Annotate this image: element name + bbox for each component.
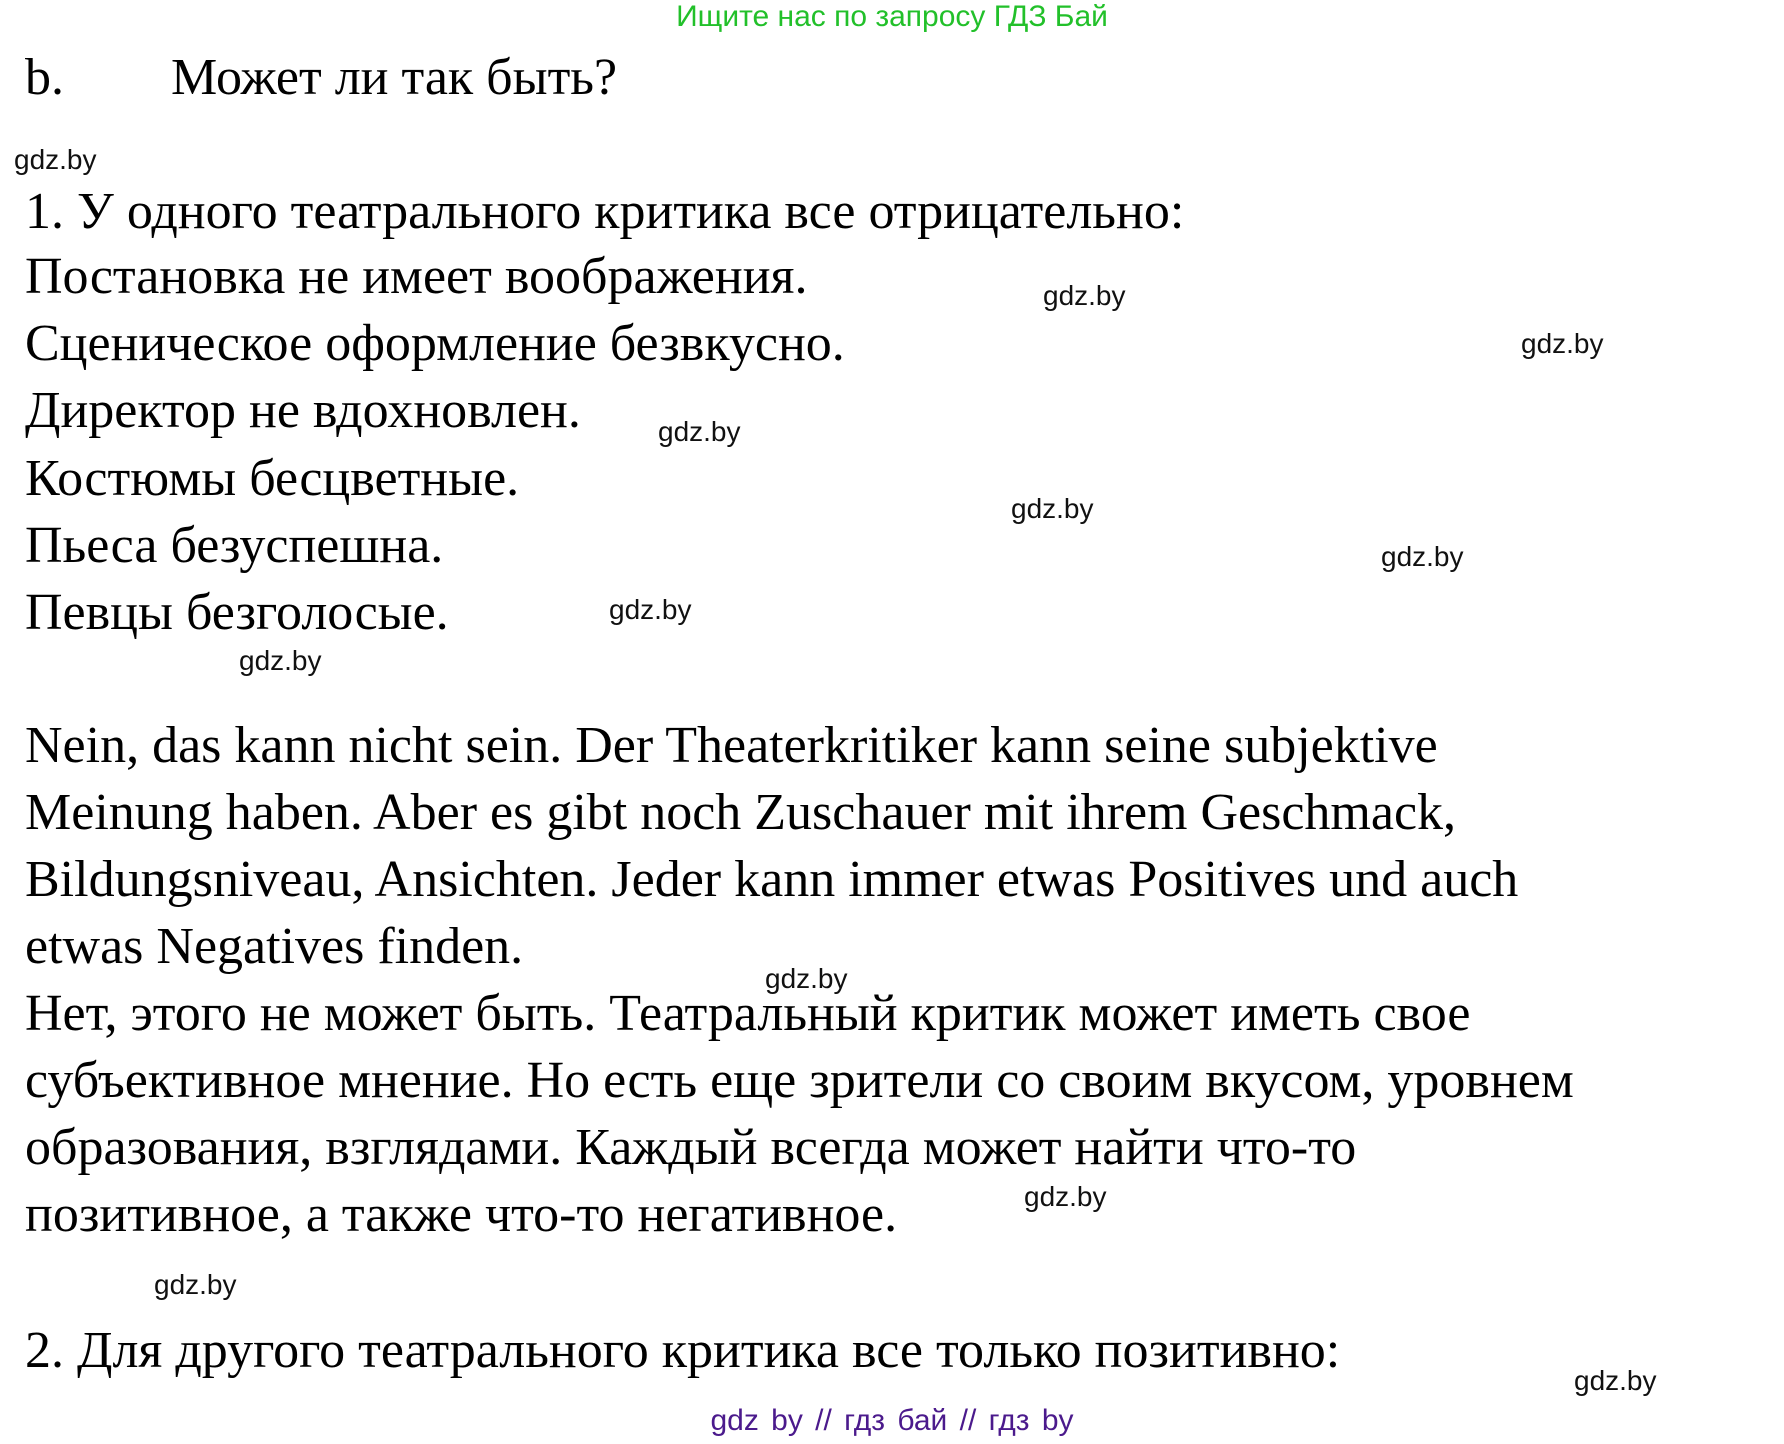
russian-answer-line: образования, взглядами. Каждый всегда может найти что-то: [25, 1119, 1357, 1176]
critic1-line: Костюмы бесцветные.: [25, 450, 520, 507]
watermark: gdz.by: [765, 963, 848, 994]
critic2-intro: 2. Для другого театрального критика все только позитивно:: [25, 1322, 1341, 1379]
section-question: Может ли так быть?: [171, 49, 618, 106]
russian-answer-line: субъективное мнение. Но есть еще зрители со своим вкусом, уровнем: [25, 1052, 1574, 1109]
watermark: gdz.by: [658, 416, 741, 447]
russian-answer-line: позитивное, а также что-то негативное.: [25, 1186, 898, 1243]
search-banner: Ищите нас по запросу ГДЗ Бай: [676, 0, 1108, 33]
russian-answer-line: Нет, этого не может быть. Театральный критик может иметь свое: [25, 985, 1471, 1042]
watermark: gdz.by: [1043, 280, 1126, 311]
critic1-line: Директор не вдохновлен.: [25, 382, 581, 439]
watermark: gdz.by: [1381, 541, 1464, 572]
critic1-line: Певцы безголосые.: [25, 584, 449, 641]
watermark: gdz.by: [1521, 328, 1604, 359]
watermark: gdz.by: [1011, 493, 1094, 524]
critic1-intro: 1. У одного театрального критика все отрицательно:: [25, 183, 1185, 240]
watermark: gdz.by: [1574, 1365, 1657, 1396]
watermark: gdz.by: [14, 144, 97, 175]
german-answer-line: Bildungsniveau, Ansichten. Jeder kann immer etwas Positives und auch: [25, 851, 1519, 908]
section-letter: b.: [25, 49, 64, 106]
watermark: gdz.by: [239, 645, 322, 676]
german-answer-line: Meinung haben. Aber es gibt noch Zuschauer mit ihrem Geschmack,: [25, 784, 1457, 841]
critic1-line: Сценическое оформление безвкусно.: [25, 315, 845, 372]
critic1-line: Постановка не имеет воображения.: [25, 248, 808, 305]
watermark: gdz.by: [1024, 1181, 1107, 1212]
german-answer-line: Nein, das kann nicht sein. Der Theaterkritiker kann seine subjektive: [25, 717, 1438, 774]
watermark: gdz.by: [609, 594, 692, 625]
critic1-line: Пьеса безуспешна.: [25, 517, 444, 574]
german-answer-line: etwas Negatives finden.: [25, 918, 524, 975]
footer-links: gdz by // гдз бай // гдз by: [710, 1404, 1074, 1437]
watermark: gdz.by: [154, 1269, 237, 1300]
